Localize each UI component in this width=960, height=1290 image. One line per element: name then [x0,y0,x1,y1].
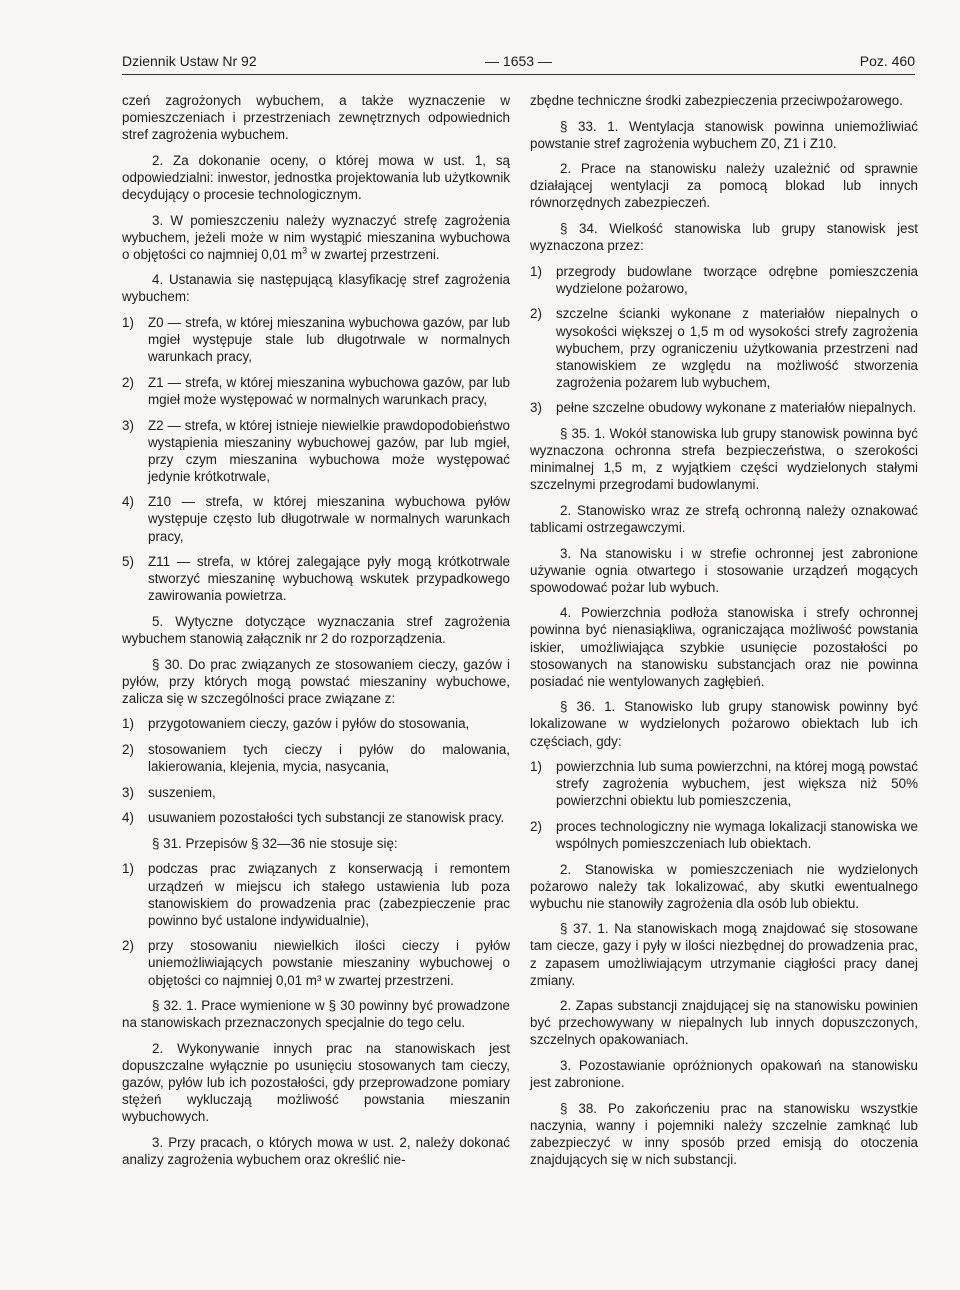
paragraph: § 35. 1. Wokół stanowiska lub grupy stanowisk powinna być wyznaczona ochronna strefa bezpieczeństwa, o szerokości minimalnej 1,5 m, z wyjątkiem części wydzielonych stałymi szczelnymi przegrodami budowlanymi. [530,426,918,493]
list-text: Z1 — strefa, w której mieszanina wybuchowa gazów, par lub mgieł może występować w normalnych warunkach pracy, [148,374,510,407]
list-text: Z0 — strefa, w której mieszanina wybuchowa gazów, par lub mgieł występuje stale lub długotrwale w normalnych warunkach pracy, [148,315,510,365]
list-number: 1) [122,315,134,331]
paragraph: § 33. 1. Wentylacja stanowisk powinna uniemożliwiać powstanie stref zagrożenia wybuchem Z0, Z1 i Z10. [530,118,918,151]
list-text: przygotowaniem cieczy, gazów i pyłów do stosowania, [148,716,470,732]
list-text: proces technologiczny nie wymaga lokalizacji stanowiska we wspólnych pomieszczeniach lub obiektach. [556,818,918,851]
list-item [122,374,510,408]
page-header [122,52,915,75]
list-number: 1) [122,716,134,732]
list-text: stosowaniem tych cieczy i pyłów do malowania, lakierowania, klejenia, mycia, nasycania, [148,742,510,775]
paragraph: 3. Przy pracach, o których mowa w ust. 2, należy dokonać analizy zagrożenia wybuchem oraz określić nie- [122,1134,510,1167]
list-number: 2) [122,374,134,390]
paragraph: § 31. Przepisów § 32—36 nie stosuje się: [152,835,398,851]
paragraph: 3. Na stanowisku i w strefie ochronnej jest zabronione używanie ognia otwartego i stosowanie urządzeń mogących spowodować pożar lub wybuch. [530,545,918,595]
paragraph: 2. Wykonywanie innych prac na stanowiskach jest dopuszczalne wyłącznie po usunięciu stosowanych tam cieczy, gazów, pyłów lub ich pozostałości, gdy przeprowadzone pomiary stężeń wykluczają możliwość powstania mieszanin wybuchowych. [122,1040,510,1125]
paragraph: czeń zagrożonych wybuchem, a także wyznaczenie w pomieszczeniach i przestrzeniach zewnętrznych odpowiednich stref zagrożenia wybuchem. [122,93,510,143]
list-number: 1) [530,263,542,279]
paragraph: § 30. Do prac związanych ze stosowaniem cieczy, gazów i pyłów, przy których mogą powstać mieszaniny wybuchowe, zalicza się w szczególności prace związane z: [122,656,510,706]
paragraph: 2. Za dokonanie oceny, o której mowa w ust. 1, są odpowiedzialni: inwestor, jednostka projektowania lub użytkownik decydujący o procesie technologicznym. [122,152,510,202]
paragraph: 4. Powierzchnia podłoża stanowiska i strefy ochronnej powinna być nienasiąkliwa, ograniczająca możliwość powstania iskier, umożliwiająca szybkie usunięcie pozostałości po stosowanych na stanowisku substancjach oraz nie powinna posiadać nie wentylowanych zagłębień. [530,605,918,689]
paragraph: zbędne techniczne środki zabezpieczenia przeciwpożarowego. [530,93,903,108]
paragraph: § 32. 1. Prace wymienione w § 30 powinny być prowadzone na stanowiskach przeznaczonych specjalnie do tego celu. [122,998,510,1031]
list-number: 5) [122,554,134,570]
list-item [122,314,510,365]
list-item [530,305,918,390]
list-item [530,758,918,809]
list-text: Z2 — strefa, w której istnieje niewielkie prawdopodobieństwo wystąpienia mieszaniny wybuchowej gazów, par lub mgieł, przy czym mieszanina wybuchowa może występować jedynie krótkotrwale, [148,417,510,484]
paragraph-text: 3. W pomieszczeniu należy wyznaczyć strefę zagrożenia wybuchem, jeżeli może w nim wystąpić mieszanina wybuchowa o objętości co najmniej 0,01 m [122,212,510,262]
paragraph-text: w zwartej przestrzeni. [307,246,440,262]
list-number: 2) [530,818,542,834]
right-column [530,92,918,1177]
paragraph: 2. Zapas substancji znajdującej się na stanowisku powinien być przechowywany w niepalnych lub innych dopuszczonych, szczelnych opakowaniach. [530,998,918,1048]
list-item [122,553,510,604]
list-item [122,715,510,732]
list-text: suszeniem, [148,784,216,800]
paragraph: § 34. Wielkość stanowiska lub grupy stanowisk jest wyznaczona przez: [530,221,918,254]
list-text: szczelne ścianki wykonane z materiałów niepalnych o wysokości większej o 1,5 m od wysokości strefy zagrożenia wybuchem, przy ograniczeniu użytkowania przestrzeni nad stanowiskiem ze względu na możliwość stworzenia zagrożenia pożarem lub wybuchem, [556,306,918,390]
paragraph: 5. Wytyczne dotyczące wyznaczania stref zagrożenia wybuchem stanowią załącznik nr 2 do rozporządzenia. [122,613,510,647]
list-item [122,493,510,544]
position-number: Poz. 460 [859,53,915,69]
list-item [122,784,510,801]
list-item [122,741,510,775]
list-number: 4) [122,810,134,826]
paragraph: § 36. 1. Stanowisko lub grupy stanowisk powinny być lokalizowane w wydzielonych pożarowo obiektach lub ich częściach, gdy: [530,699,918,749]
list-item [530,263,918,297]
list-item [122,860,510,928]
paragraph: 2. Stanowisko wraz ze strefą ochronną należy oznakować tablicami ostrzegawczymi. [530,502,918,535]
list-number: 2) [122,742,134,757]
list-number: 3) [122,784,134,800]
journal-title: Dziennik Ustaw Nr 92 [122,53,257,69]
paragraph: 2. Stanowiska w pomieszczeniach nie wydzielonych pożarowo należy tak lokalizować, aby skutki ewentualnego wybuchu nie stanowiły zagrożenia dla osób lub obiektu. [530,861,918,911]
list-number: 3) [530,400,542,416]
paragraph: § 37. 1. Na stanowiskach mogą znajdować się stosowane tam ciecze, gazy i pyły w ilości niezbędnej do prowadzenia prac, z zapasem umożliwiającym utrzymanie ciągłości pracy danej zmiany. [530,921,918,988]
list-number: 1) [530,759,542,775]
list-text: Z10 — strefa, w której mieszanina wybuchowa pyłów występuje często lub długotrwale w normalnych warunkach pracy, [148,494,510,544]
paragraph: 2. Prace na stanowisku należy uzależnić od sprawnie działającej wentylacji za pomocą blokad lub innych równorzędnych zabezpieczeń. [530,161,918,211]
paragraph [122,212,510,263]
list-item [530,818,918,852]
list-text: powierzchnia lub suma powierzchni, na której mogą powstać strefy zagrożenia wybuchem, jest większa niż 50% powierzchni obiektu lub pomieszczenia, [556,759,918,809]
list-number: 2) [530,306,542,322]
list-text: Z11 — strefa, w której zalegające pyły mogą krótkotrwale stworzyć mieszaninę wybuchową wskutek przypadkowego zawirowania powietrza. [148,554,510,604]
list-number: 3) [122,417,134,433]
superscript: 3 [302,245,308,256]
paragraph: 4. Ustanawia się następującą klasyfikację stref zagrożenia wybuchem: [122,272,510,305]
paragraph: § 38. Po zakończeniu prac na stanowisku wszystkie naczynia, wanny i pojemniki należy szczelnie zamknąć lub zabezpieczyć w inny sposób przed emisją do otoczenia znajdujących się w nich substancji. [530,1100,918,1167]
page-number: — 1653 — [485,53,552,69]
list-item [122,809,510,826]
list-number: 1) [122,861,134,877]
list-text: podczas prac związanych z konserwacją i remontem urządzeń w miejscu ich stałego ustawienia lub poza stanowiskiem do prowadzenia prac (zabezpieczenie prac powinno być ustalone indywidualnie), [148,861,510,928]
list-item [122,937,510,988]
list-text: pełne szczelne obudowy wykonane z materiałów niepalnych. [556,400,917,416]
list-item [122,417,510,485]
list-text: przy stosowaniu niewielkich ilości cieczy i pyłów uniemożliwiających powstanie mieszaniny wybuchowej o objętości co najmniej 0,01 m³ w zwartej przestrzeni. [148,938,510,988]
paragraph: 3. Pozostawianie opróżnionych opakowań na stanowisku jest zabronione. [530,1058,918,1091]
list-item [530,399,918,416]
list-text: przegrody budowlane tworzące odrębne pomieszczenia wydzielone pożarowo, [556,263,918,296]
left-column [122,92,510,1176]
list-number: 2) [122,938,134,954]
list-text: usuwaniem pozostałości tych substancji ze stanowisk pracy. [148,810,505,826]
list-number: 4) [122,494,134,510]
